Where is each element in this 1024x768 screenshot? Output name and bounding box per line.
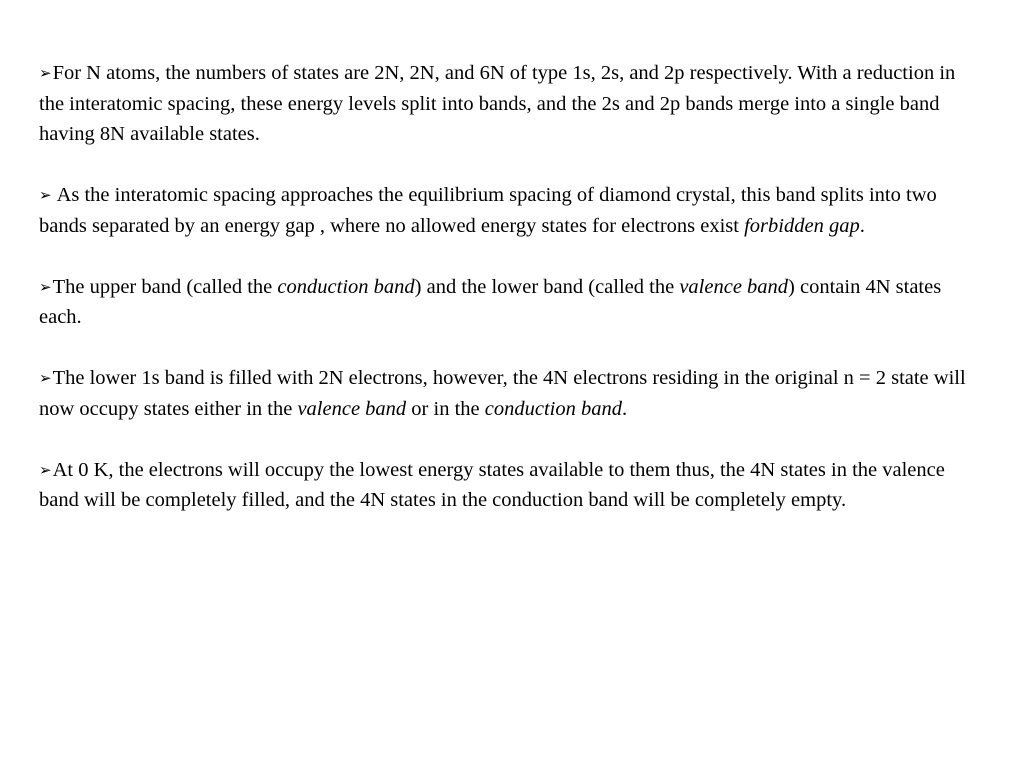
arrow-bullet-icon: ➢	[39, 64, 52, 82]
italic-term: conduction band	[484, 397, 622, 420]
text-segment: or in the	[406, 397, 485, 420]
arrow-bullet-icon: ➢	[39, 186, 52, 204]
bullet-paragraph-5	[39, 455, 984, 516]
text-segment: The lower 1s band is filled with 2N electrons, however, the 4N electrons residing in the original n = 2 state will now occupy states either in the	[39, 367, 966, 420]
italic-term: conduction band	[277, 275, 415, 298]
text-segment: At 0 K, the electrons will occupy the lowest energy states available to them thus, the 4N states in the valence band will be completely filled, and the 4N states in the conduction band will be completely empty.	[39, 458, 945, 511]
italic-term: valence band	[297, 397, 407, 420]
arrow-bullet-icon: ➢	[39, 369, 52, 387]
arrow-bullet-icon: ➢	[39, 460, 52, 479]
bullet-list	[39, 58, 984, 516]
italic-term: valence band	[679, 275, 789, 298]
text-segment: ) and the lower band (called the	[414, 275, 680, 298]
text-segment: The upper band (called the	[52, 275, 278, 298]
bullet-paragraph-1	[39, 58, 984, 150]
italic-term: forbidden gap	[744, 214, 860, 237]
text-segment: .	[621, 397, 628, 420]
bullet-paragraph-2	[39, 180, 984, 241]
text-segment: .	[859, 214, 865, 237]
bullet-paragraph-4	[39, 363, 984, 424]
text-segment: ) contain 4N states each.	[39, 275, 942, 328]
bullet-paragraph-3	[39, 272, 984, 333]
arrow-bullet-icon: ➢	[39, 277, 52, 296]
text-segment: For N atoms, the numbers of states are 2N, 2N, and 6N of type 1s, 2s, and 2p respectively. With a reduction in the interatomic spacing, these energy levels split into bands, and the 2s and 2p bands merge into a single band having 8N available states.	[39, 62, 956, 145]
text-segment: As the interatomic spacing approaches the equilibrium spacing of diamond crystal, this band splits into two bands separated by an energy gap , where no allowed energy states for electrons exist	[39, 184, 937, 237]
